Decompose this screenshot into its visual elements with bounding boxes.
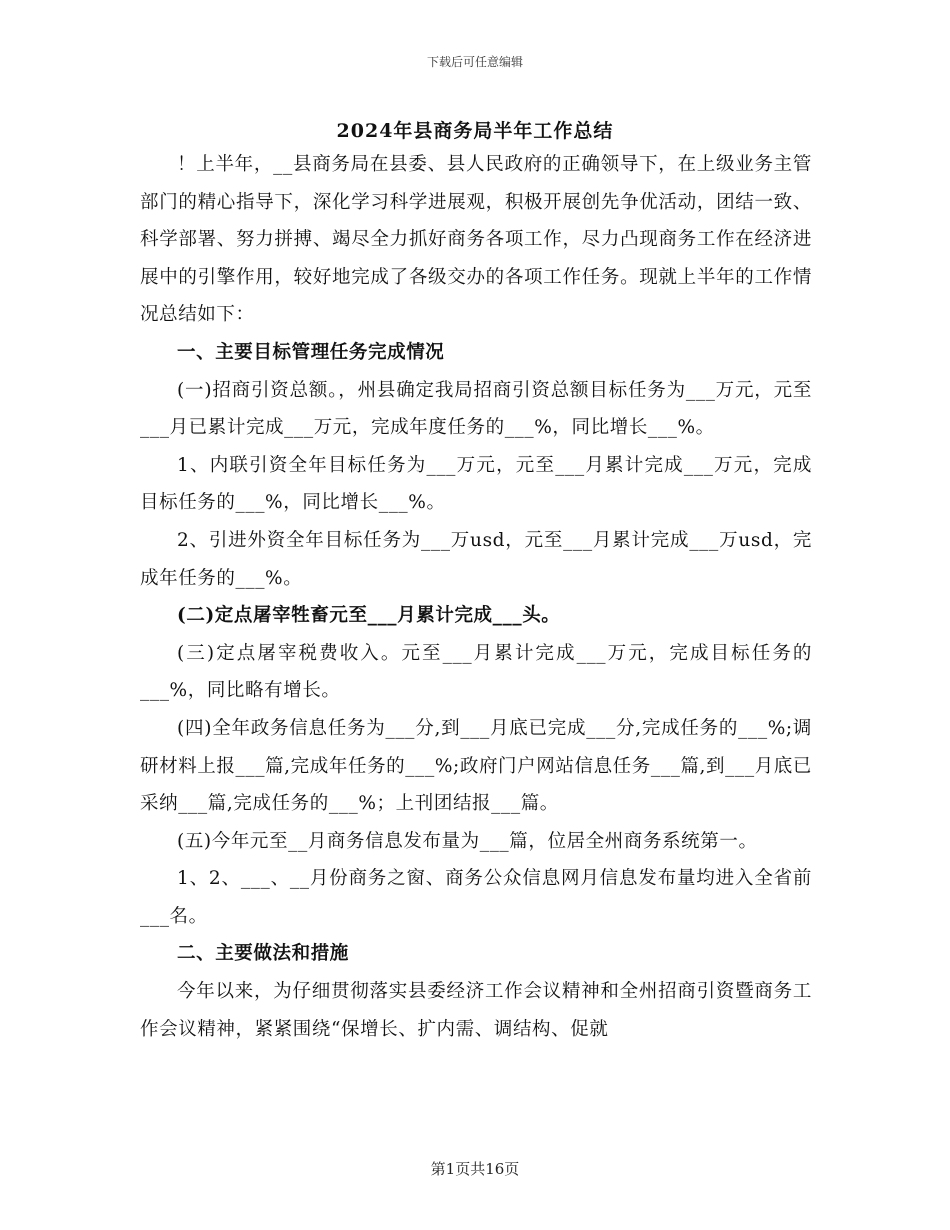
- paragraph-domestic-investment: 1、内联引资全年目标任务为___万元，元至___月累计完成___万元，完成目标任务的___%，同比增长___%。: [140, 454, 812, 514]
- paragraph-info-release: (五)今年元至__月商务信息发布量为___篇，位居全州商务系统第一。: [177, 830, 758, 852]
- section-heading-slaughter: (二)定点屠宰牲畜元至___月累计完成___头。: [177, 605, 561, 627]
- document-body: [140, 146, 812, 1048]
- paragraph-foreign-investment: 2、引进外资全年目标任务为___万usd，元至___月累计完成___万usd，完成年任务的___%。: [140, 529, 812, 589]
- paragraph-government-info: (四)全年政务信息任务为___分,到___月底已完成___分,完成任务的___%;调研材料上报___篇,完成年任务的___%;政府门户网站信息任务___篇,到___月底已采纳___篇,完成任务的___%；上刊团结报___篇。: [140, 717, 812, 815]
- paragraph-investment-total: (一)招商引资总额。，州县确定我局招商引资总额目标任务为___万元，元至___月已累计完成___万元，完成年度任务的___%，同比增长___%。: [140, 379, 812, 439]
- paragraph-measures: 今年以来，为仔细贯彻落实县委经济工作会议精神和全州招商引资暨商务工作会议精神，紧紧围绕“保增长、扩内需、调结构、促就: [140, 981, 812, 1040]
- header-note: 下载后可任意编辑: [426, 55, 523, 69]
- section-heading-2: 二、主要做法和措施: [177, 943, 349, 965]
- page-footer: 第1页共16页: [430, 1160, 520, 1178]
- document-title: 2024年县商务局半年工作总结: [336, 120, 614, 142]
- section-heading-1: 一、主要目标管理任务完成情况: [177, 341, 445, 363]
- paragraph-intro: ！上半年，__县商务局在县委、县人民政府的正确领导下，在上级业务主管部门的精心指导下，深化学习科学进展观，积极开展创先争优活动，团结一致、科学部署、努力拼搏、竭尽全力抓好商务各项工作，尽力凸现商务工作在经济进展中的引擎作用，较好地完成了各级交办的各项工作任务。现就上半年的工作情况总结如下：: [140, 154, 812, 326]
- paragraph-province-rank: 1、2、___、__月份商务之窗、商务公众信息网月信息发布量均进入全省前___名。: [140, 868, 812, 927]
- paragraph-slaughter-tax: (三)定点屠宰税费收入。元至___月累计完成___万元，完成目标任务的___%，同比略有增长。: [140, 642, 812, 702]
